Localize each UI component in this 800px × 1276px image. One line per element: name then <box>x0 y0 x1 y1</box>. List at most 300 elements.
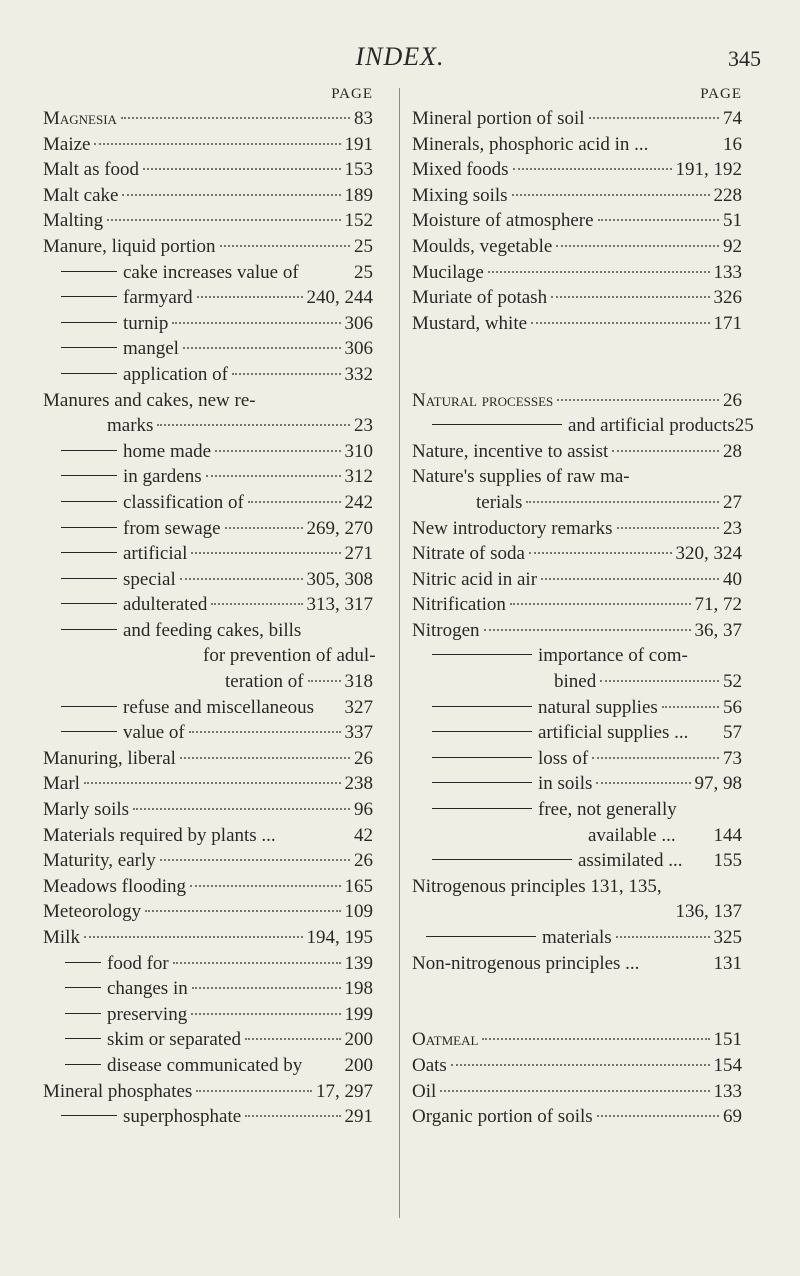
index-entry <box>412 720 742 746</box>
entry-pages: 71, 72 <box>694 594 742 616</box>
entry-label: for prevention of adul- <box>203 645 376 667</box>
dot-leader <box>488 271 710 273</box>
entry-label: Nitrate of soda <box>412 543 525 565</box>
index-entry <box>43 234 373 260</box>
ditto-dash <box>65 1013 101 1014</box>
entry-label: materials <box>542 927 612 948</box>
index-entry <box>43 208 373 234</box>
index-entry <box>43 362 373 388</box>
entry-pages: 313, 317 <box>306 594 373 616</box>
entry-pages: 165 <box>344 875 373 897</box>
index-entry <box>412 797 742 823</box>
index-entry <box>412 132 742 158</box>
index-entry <box>412 669 742 695</box>
entry-label: Oil <box>412 1080 437 1102</box>
entry-label: loss of <box>538 747 589 769</box>
dot-leader <box>206 475 341 477</box>
ditto-dash <box>432 424 562 425</box>
entry-label: Organic portion of soils <box>412 1106 593 1128</box>
entry-label: Marly soils <box>43 799 130 821</box>
index-entry <box>43 951 373 977</box>
index-entry <box>412 1079 742 1105</box>
entry-label: Milk <box>43 927 80 948</box>
entry-label: Minerals, phosphoric acid in ... <box>412 133 649 155</box>
ditto-dash <box>432 706 532 707</box>
entry-pages: 109 <box>344 901 373 923</box>
entry-pages: 136, 137 <box>675 901 742 923</box>
entry-spacer <box>412 1002 742 1028</box>
entry-label: Mineral phosphates <box>43 1080 193 1102</box>
entry-label: in gardens <box>123 466 202 488</box>
index-entry <box>43 1104 373 1130</box>
index-entry <box>43 848 373 874</box>
entry-pages: 171 <box>713 312 742 334</box>
entry-label: Meadows flooding <box>43 875 187 897</box>
ditto-dash <box>61 1115 117 1116</box>
entry-label: turnip <box>123 312 169 334</box>
entry-pages: 191, 192 <box>675 159 742 181</box>
entry-pages: 26 <box>723 389 742 411</box>
entry-pages: 25 <box>354 235 373 257</box>
entry-label: Nitrogen <box>412 619 480 641</box>
entry-pages: 200 <box>344 1054 373 1076</box>
entry-pages: 194, 195 <box>306 927 373 948</box>
dot-leader <box>612 450 719 452</box>
entry-label: superphosphate <box>123 1106 242 1128</box>
dot-leader <box>215 450 340 452</box>
entry-pages: 16 <box>723 133 742 155</box>
entry-pages: 17, 297 <box>316 1080 373 1102</box>
entry-pages: 326 <box>713 287 742 309</box>
index-entry <box>412 771 742 797</box>
index-entry <box>412 592 742 618</box>
dot-leader <box>526 501 719 503</box>
page-column-label: PAGE <box>700 86 742 102</box>
entry-label: value of <box>123 722 185 744</box>
index-entry <box>43 720 373 746</box>
ditto-dash <box>61 475 117 476</box>
entry-label: disease communicated by <box>107 1054 303 1076</box>
entry-label: mangel <box>123 338 179 360</box>
entry-pages: 337 <box>344 722 373 744</box>
index-entry <box>43 1002 373 1028</box>
entry-label: importance of com- <box>538 645 688 667</box>
index-column-right <box>412 82 754 1130</box>
entry-pages: 83 <box>354 108 373 129</box>
dot-leader <box>600 680 719 682</box>
index-entry-continuation <box>412 899 742 925</box>
index-entry <box>43 823 373 849</box>
dot-leader <box>191 1013 340 1015</box>
index-entry <box>412 823 742 849</box>
index-entry <box>412 439 742 465</box>
entry-label: Maize <box>43 133 91 155</box>
dot-leader <box>180 578 303 580</box>
entry-label: Nature's supplies of raw ma- <box>412 466 630 488</box>
entry-label: Maturity, early <box>43 850 156 872</box>
entry-pages: 306 <box>344 338 373 360</box>
entry-label: home made <box>123 440 212 462</box>
entry-pages: 305, 308 <box>306 568 373 590</box>
entry-label: Malt cake <box>43 184 119 206</box>
entry-label: teration of <box>225 671 304 693</box>
entry-pages: 271 <box>344 543 373 565</box>
dot-leader <box>616 936 710 938</box>
entry-pages: 51 <box>723 210 742 232</box>
dot-leader <box>192 987 341 989</box>
dot-leader <box>308 680 341 682</box>
index-entry <box>412 183 742 209</box>
entry-pages: 269, 270 <box>306 517 373 539</box>
dot-leader <box>211 603 302 605</box>
entry-label: preserving <box>107 1003 188 1025</box>
entry-pages: 325 <box>713 927 742 948</box>
entry-pages: 320, 324 <box>675 543 742 565</box>
index-entry <box>43 874 373 900</box>
index-column-left <box>43 82 376 1130</box>
entry-label: bined <box>554 671 597 693</box>
entry-pages: 74 <box>723 108 742 129</box>
index-entry <box>412 260 742 286</box>
index-entry <box>412 234 742 260</box>
entry-pages: 40 <box>723 568 742 590</box>
index-entry <box>43 643 376 669</box>
ditto-dash <box>65 987 101 988</box>
entry-label: classification of <box>123 491 244 513</box>
entry-spacer <box>412 336 742 362</box>
index-entry <box>43 464 373 490</box>
entry-label: Magnesia <box>43 108 117 129</box>
entry-label: Nitric acid in air <box>412 568 538 590</box>
entry-label: Nature, incentive to assist <box>412 440 609 462</box>
entry-label: New introductory remarks <box>412 517 613 539</box>
entry-label: Malt as food <box>43 159 140 181</box>
ditto-dash <box>61 322 117 323</box>
index-entry <box>412 1104 742 1130</box>
dot-leader <box>183 347 341 349</box>
ditto-dash <box>61 527 117 528</box>
entry-label: Nitrification <box>412 594 506 616</box>
index-entry <box>43 669 373 695</box>
dot-leader <box>122 194 340 196</box>
entry-pages: 155 <box>713 850 742 872</box>
ditto-dash <box>61 347 117 348</box>
entry-label: cake increases value of <box>123 261 299 283</box>
index-entry <box>412 567 742 593</box>
entry-label: Manures and cakes, new re- <box>43 389 256 411</box>
entry-pages: 332 <box>344 363 373 385</box>
dot-leader <box>121 117 350 119</box>
entry-label: Natural processes <box>412 389 554 411</box>
entry-label: Meteorology <box>43 901 142 923</box>
dot-leader <box>510 603 691 605</box>
index-entry <box>43 1053 373 1079</box>
entry-label: Manure, liquid portion <box>43 235 216 257</box>
dot-leader <box>191 552 340 554</box>
dot-leader <box>531 322 709 324</box>
entry-label: Oatmeal <box>412 1029 479 1051</box>
entry-label: Mustard, white <box>412 312 528 334</box>
ditto-dash <box>61 296 117 297</box>
entry-pages: 96 <box>354 799 373 821</box>
dot-leader <box>220 245 350 247</box>
index-entry <box>43 976 373 1002</box>
entry-pages: 327 <box>344 696 373 718</box>
index-entry <box>43 260 373 286</box>
entry-spacer <box>412 976 742 1002</box>
dot-leader <box>596 782 690 784</box>
dot-leader <box>589 117 719 119</box>
entry-label: special <box>123 568 176 590</box>
dot-leader <box>84 936 303 938</box>
index-entry <box>412 388 742 414</box>
entry-pages: 133 <box>713 261 742 283</box>
entry-pages: 291 <box>344 1106 373 1128</box>
index-entry <box>43 132 373 158</box>
index-entry <box>412 746 742 772</box>
entry-label: Mucilage <box>412 261 484 283</box>
entry-pages: 36, 37 <box>694 619 742 641</box>
ditto-dash <box>432 808 532 809</box>
index-entry <box>43 336 373 362</box>
dot-leader <box>245 1115 340 1117</box>
index-entry <box>43 1079 373 1105</box>
entry-pages: 154 <box>713 1054 742 1076</box>
entry-pages: 23 <box>354 415 373 437</box>
index-entry <box>43 516 373 542</box>
index-entry <box>412 925 742 951</box>
entry-label: artificial supplies ... <box>538 722 689 744</box>
entry-pages: 92 <box>723 235 742 257</box>
entry-label: available ... <box>588 824 676 846</box>
entry-label: skim or separated <box>107 1029 242 1051</box>
ditto-dash <box>61 552 117 553</box>
dot-leader <box>145 910 340 912</box>
entry-pages: 23 <box>723 517 742 539</box>
entry-label: and feeding cakes, bills <box>123 619 302 641</box>
dot-leader <box>248 501 341 503</box>
dot-leader <box>196 1090 312 1092</box>
entry-pages: 191 <box>344 133 373 155</box>
index-entry <box>412 1027 742 1053</box>
dot-leader <box>513 168 672 170</box>
entry-pages: 228 <box>713 184 742 206</box>
running-head-title: INDEX. <box>355 42 445 71</box>
entry-pages: 57 <box>723 722 742 744</box>
entry-pages: 25 <box>734 415 754 437</box>
index-entry <box>412 516 742 542</box>
entry-pages: 97, 98 <box>694 773 742 795</box>
entry-pages: 131 <box>713 952 742 974</box>
index-entry <box>412 157 742 183</box>
dot-leader <box>180 757 350 759</box>
index-entry <box>43 925 373 951</box>
dot-leader <box>556 245 719 247</box>
index-entry <box>43 541 373 567</box>
dot-leader <box>597 1115 719 1117</box>
entry-label: marks <box>107 415 154 437</box>
dot-leader <box>84 782 341 784</box>
entry-label: Mixed foods <box>412 159 509 181</box>
ditto-dash <box>432 859 572 860</box>
dot-leader <box>592 757 719 759</box>
index-entry <box>412 541 742 567</box>
index-entry <box>43 413 373 439</box>
dot-leader <box>143 168 340 170</box>
ditto-dash <box>432 654 532 655</box>
entry-label: food for <box>107 952 169 974</box>
entry-pages: 151 <box>713 1029 742 1051</box>
index-entry <box>412 464 742 490</box>
entry-pages: 26 <box>354 747 373 769</box>
dot-leader <box>484 629 691 631</box>
index-entry <box>412 413 754 439</box>
dot-leader <box>512 194 710 196</box>
index-entry <box>43 1027 373 1053</box>
entry-label: terials <box>476 491 523 513</box>
entry-label: farmyard <box>123 287 193 309</box>
index-entry <box>43 106 373 132</box>
entry-pages: 69 <box>723 1106 742 1128</box>
dot-leader <box>662 706 719 708</box>
entry-pages: 52 <box>723 671 742 693</box>
ditto-dash <box>61 501 117 502</box>
dot-leader <box>482 1038 709 1040</box>
entry-label: Mineral portion of soil <box>412 108 585 129</box>
dot-leader <box>173 962 341 964</box>
entry-pages: 139 <box>344 952 373 974</box>
ditto-dash <box>61 578 117 579</box>
index-entry <box>43 771 373 797</box>
dot-leader <box>189 731 341 733</box>
ditto-dash <box>61 706 117 707</box>
dot-leader <box>451 1064 710 1066</box>
entry-pages: 200 <box>344 1029 373 1051</box>
index-entry <box>43 695 373 721</box>
entry-label: in soils <box>538 773 593 795</box>
entry-pages: 312 <box>344 466 373 488</box>
index-entry <box>43 183 373 209</box>
dot-leader <box>225 527 303 529</box>
entry-label: refuse and miscellaneous <box>123 696 314 718</box>
index-entry <box>43 618 373 644</box>
entry-pages: 25 <box>354 261 373 283</box>
entry-pages: 242 <box>344 491 373 513</box>
ditto-dash <box>61 450 117 451</box>
index-entry <box>412 848 742 874</box>
index-entry <box>43 592 373 618</box>
index-entry <box>412 311 742 337</box>
entry-pages: 73 <box>723 747 742 769</box>
left-entry-list <box>43 106 376 1130</box>
entry-label: free, not generally <box>538 799 677 821</box>
index-entry <box>412 643 742 669</box>
entry-spacer <box>412 362 742 388</box>
index-entry <box>43 490 373 516</box>
dot-leader <box>160 859 350 861</box>
ditto-dash <box>65 1064 101 1065</box>
dot-leader <box>157 424 350 426</box>
dot-leader <box>232 373 341 375</box>
entry-label: Moisture of atmosphere <box>412 210 594 232</box>
entry-pages: 26 <box>354 850 373 872</box>
entry-pages: 42 <box>354 824 373 846</box>
entry-label: Nitrogenous principles 131, 135, <box>412 875 662 897</box>
column-divider <box>399 88 400 1218</box>
ditto-dash <box>65 1038 101 1039</box>
entry-pages: 199 <box>344 1003 373 1025</box>
entry-label: from sewage <box>123 517 221 539</box>
index-entry <box>43 746 373 772</box>
dot-leader <box>440 1090 709 1092</box>
entry-pages: 318 <box>344 671 373 693</box>
entry-pages: 56 <box>723 696 742 718</box>
entry-pages: 133 <box>713 1080 742 1102</box>
dot-leader <box>172 322 340 324</box>
dot-leader <box>598 219 719 221</box>
index-entry <box>43 567 373 593</box>
entry-pages: 27 <box>723 491 742 513</box>
entry-pages: 198 <box>344 978 373 1000</box>
entry-label: artificial <box>123 543 188 565</box>
entry-pages: 152 <box>344 210 373 232</box>
entry-label: Mixing soils <box>412 184 508 206</box>
index-entry <box>412 285 742 311</box>
entry-label: assimilated ... <box>578 850 683 872</box>
index-entry <box>43 157 373 183</box>
entry-label: Manuring, liberal <box>43 747 176 769</box>
entry-label: Materials required by plants ... <box>43 824 276 846</box>
index-entry <box>43 439 373 465</box>
index-entry <box>412 1053 742 1079</box>
ditto-dash <box>61 271 117 272</box>
index-entry <box>43 285 373 311</box>
dot-leader <box>551 296 709 298</box>
dot-leader <box>529 552 672 554</box>
index-entry <box>43 311 373 337</box>
ditto-dash <box>61 603 117 604</box>
dot-leader <box>107 219 340 221</box>
index-entry <box>412 106 742 132</box>
entry-pages: 240, 244 <box>306 287 373 309</box>
ditto-dash <box>65 962 101 963</box>
dot-leader <box>245 1038 340 1040</box>
dot-leader <box>190 885 340 887</box>
right-entry-list <box>412 106 754 1130</box>
dot-leader <box>617 527 720 529</box>
ditto-dash <box>432 757 532 758</box>
entry-label: adulterated <box>123 594 208 616</box>
dot-leader <box>557 399 719 401</box>
entry-label: Malting <box>43 210 104 232</box>
entry-pages: 310 <box>344 440 373 462</box>
dot-leader <box>133 808 350 810</box>
dot-leader <box>541 578 719 580</box>
entry-label: Marl <box>43 773 80 795</box>
index-entry <box>412 874 742 900</box>
entry-label: and artificial products <box>568 415 735 437</box>
index-entry <box>43 899 373 925</box>
index-entry <box>412 208 742 234</box>
dot-leader <box>197 296 303 298</box>
entry-label: Non-nitrogenous principles ... <box>412 952 640 974</box>
entry-label: Moulds, vegetable <box>412 235 553 257</box>
index-entry <box>412 490 742 516</box>
page-number: 345 <box>728 46 761 71</box>
entry-pages: 306 <box>344 312 373 334</box>
entry-pages: 153 <box>344 159 373 181</box>
ditto-dash <box>61 731 117 732</box>
